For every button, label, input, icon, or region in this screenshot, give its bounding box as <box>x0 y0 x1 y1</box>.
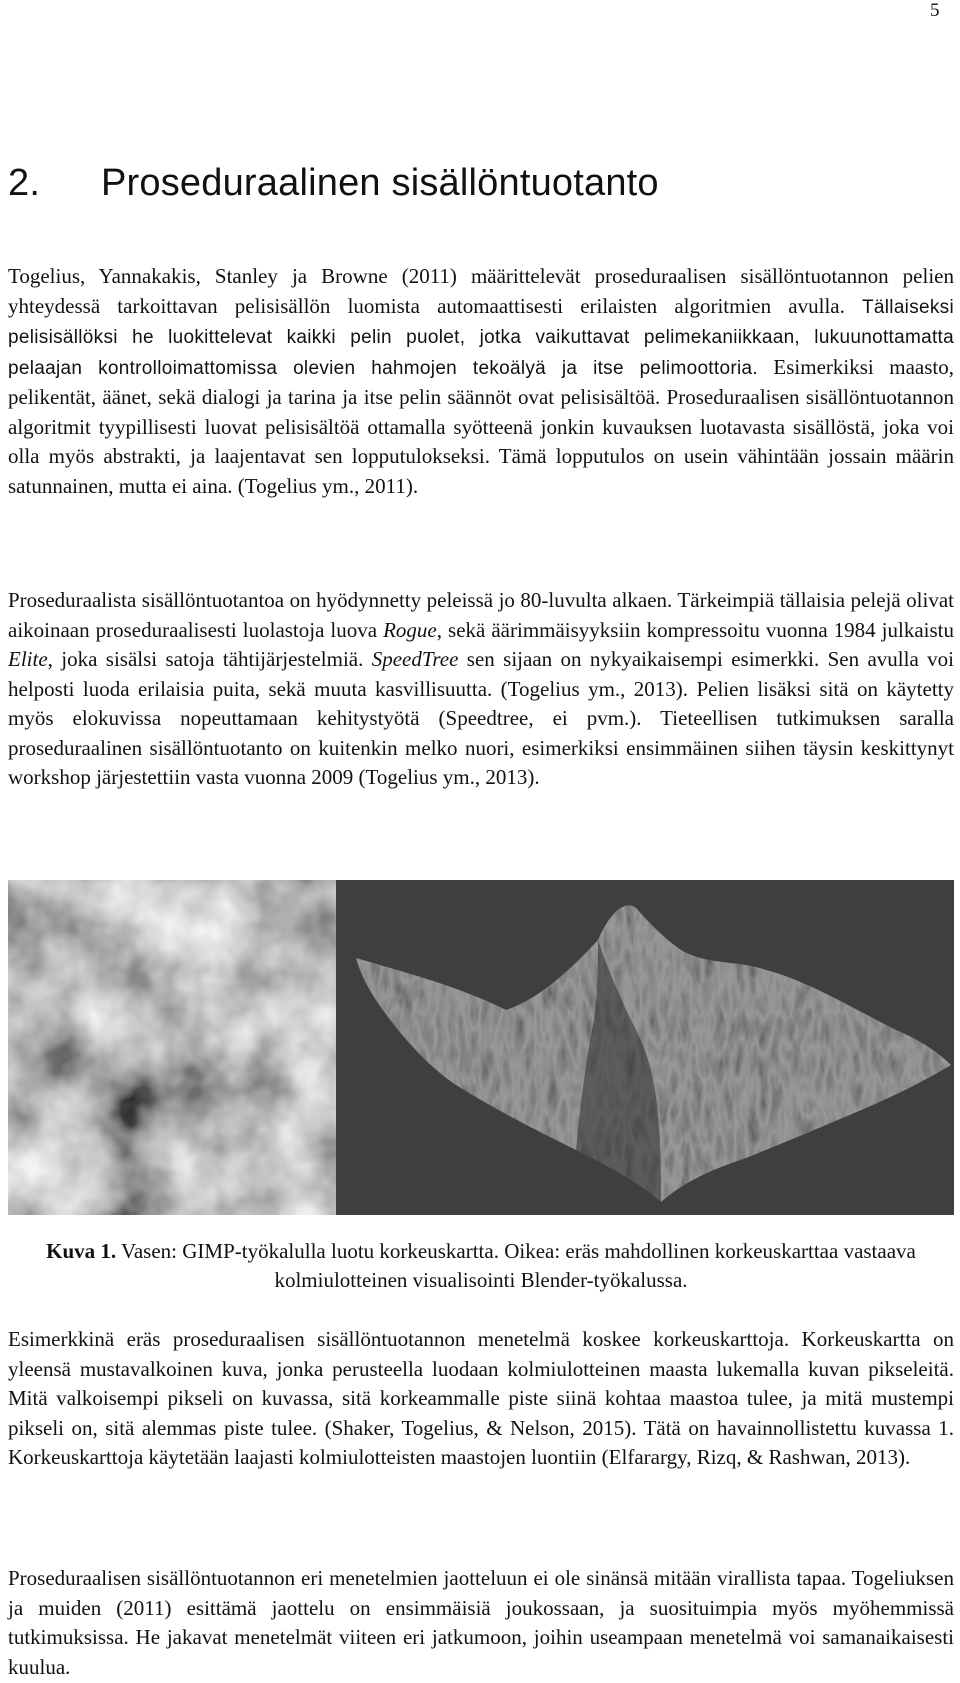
paragraph-definition <box>8 262 954 501</box>
figure-heightmap <box>8 880 954 1215</box>
section-heading <box>8 162 659 205</box>
paragraph-definition-part2: Tällaiseksi pelisisällöksi he luokittelevat kaikki pelin puolet, jotka vaikuttavat pelimekaniikkaan, lukuunottamatta pelaajan kontrolloimattomissa olevien hahmojen tekoälyä ja itse pelimoottoria. <box>8 296 954 379</box>
elite-title: Elite <box>8 647 48 671</box>
paragraph-history-part2: , sekä äärimmäisyyksiin kompressoitu vuonna 1984 julkaistu <box>436 617 954 642</box>
paragraph-history-part3: , joka sisälsi satoja tähtijärjestelmiä. <box>47 647 372 671</box>
page-number: 5 <box>930 0 940 21</box>
figure-caption-text: Vasen: GIMP-työkalulla luotu korkeuskartta. Oikea: eräs mahdollinen korkeuskarttaa vastaava kolmiulotteinen visualisointi Blender-työkalussa. <box>116 1239 916 1292</box>
speedtree-title: SpeedTree <box>371 647 459 671</box>
paragraph-heightmaps: Esimerkkinä eräs proseduraalisen sisällöntuotannon menetelmä koskee korkeuskarttoja. Korkeuskartta on yleensä mustavalkoinen kuva, jonka perusteella luodaan kolmiulotteinen maasta lukemalla kuvan pikseleitä. Mitä valkoisempi pikseli on kuvassa, sitä korkeammalle piste siinä kohtaa maastoa tulee, ja mitä mustempi pikseli on, sitä alemmas piste tulee. (Shaker, Togelius, & Nelson, 2015). Tätä on havainnollistettu kuvassa 1. Korkeuskarttoja käytetään laajasti kolmiulotteisten maastojen luontiin (Elfarargy, Rizq, & Rashwan, 2013). <box>8 1327 954 1469</box>
paragraph-definition-part1: Togelius, Yannakakis, Stanley ja Browne (2011) määrittelevät proseduraalisen sisällöntuotannon pelien yhteydessä tarkoittavan pelisisällön luomista automaattisesti erilaisten algoritmien avulla. <box>8 264 954 318</box>
paragraph-classification: Proseduraalisen sisällöntuotannon eri menetelmien jaotteluun ei ole sinänsä mitään virallista tapaa. Togeliuksen ja muiden (2011) esittämä jaottelu on ensimmäisiä joukossaan, ja suosituimpia myös myöhemmissä tutkimuksissa. He jakavat menetelmät viiteen eri jatkumoon, joihin useampaan menetelmä voi samanaikaisesti kuulua. <box>8 1566 954 1679</box>
figure-caption <box>8 1237 954 1295</box>
rogue-title: Rogue <box>383 617 437 642</box>
terrain-render-image <box>336 880 954 1215</box>
section-title: Proseduraalinen sisällöntuotanto <box>101 162 659 204</box>
paragraph-definition-part3: Esimerkiksi maasto, pelikentät, äänet, sekä dialogi ja tarina ja itse pelin säännöt ovat pelisisältöä. Proseduraalisen sisällöntuotannon algoritmit tyypillisesti luovat pelisisältöä ottamalla syötteenä jonkin kuvauksen luotavasta sisällöstä, joka voi olla myös abstrakti, ja laajentavat sen lopputulokseksi. Tämä lopputulos on usein vähintään jossain määrin satunnainen, mutta ei aina. (Togelius ym., 2011). <box>8 354 954 498</box>
paragraph-history-part1: Proseduraalista sisällöntuotantoa on hyödynnetty peleissä jo 80-luvulta alkaen. Tärkeimpiä tällaisia pelejä olivat aikoinaan proseduraalisesti luolastoja luova <box>8 588 954 642</box>
figure-caption-label: Kuva 1. <box>46 1239 117 1263</box>
paragraph-history <box>8 586 954 793</box>
heightmap-image <box>8 880 336 1215</box>
paragraph-history-part4: sen sijaan on nykyaikaisempi esimerkki. Sen avulla voi helposti luoda erilaisia puita, sekä muuta kasvillisuutta. (Togelius ym., 2013). Pelien lisäksi sitä on käytetty myös elokuvissa nopeuttamaan kehitystyötä (Speedtree, ei pvm.). Tieteellisen tutkimuksen saralla proseduraalinen sisällöntuotanto on kuitenkin melko nuori, esimerkiksi ensimmäinen siihen täysin keskittynyt workshop järjestettiin vasta vuonna 2009 (Togelius ym., 2013). <box>8 647 954 789</box>
section-number: 2. <box>8 162 41 204</box>
